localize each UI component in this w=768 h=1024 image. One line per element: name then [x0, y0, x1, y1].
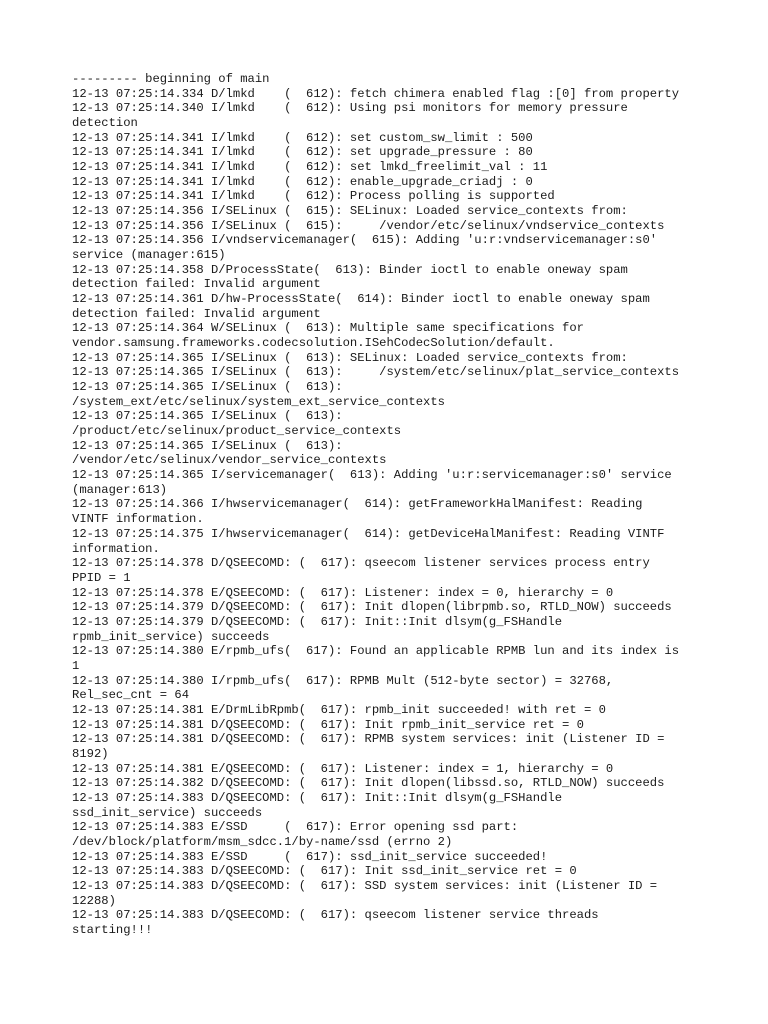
log-line: 12-13 07:25:14.383 D/QSEECOMD: ( 617): Init ssd_init_service ret = 0: [72, 864, 577, 879]
log-line: 12-13 07:25:14.378 E/QSEECOMD: ( 617): Listener: index = 0, hierarchy = 0: [72, 585, 614, 600]
log-line: vendor.samsung.frameworks.codecsolution.ISehCodecSolution/default.: [72, 336, 555, 351]
log-line: 12-13 07:25:14.381 E/DrmLibRpmb( 617): rpmb_init succeeded! with ret = 0: [72, 702, 606, 717]
log-line: 12-13 07:25:14.356 I/vndservicemanager( 615): Adding 'u:r:vndservicemanager:s0': [72, 233, 658, 248]
log-line: 12-13 07:25:14.381 E/QSEECOMD: ( 617): Listener: index = 1, hierarchy = 0: [72, 761, 614, 776]
log-line: 12-13 07:25:14.365 I/SELinux ( 613):: [72, 438, 343, 453]
log-line: 12-13 07:25:14.358 D/ProcessState( 613): Binder ioctl to enable oneway spam: [72, 262, 628, 277]
log-line: detection failed: Invalid argument: [72, 306, 321, 321]
log-line: 12-13 07:25:14.365 I/SELinux ( 613): /system/etc/selinux/plat_service_contexts: [72, 365, 680, 380]
log-line: 12-13 07:25:14.380 I/rpmb_ufs( 617): RPMB Mult (512-byte sector) = 32768,: [72, 673, 614, 688]
log-line: 12-13 07:25:14.366 I/hwservicemanager( 614): getFrameworkHalManifest: Reading: [72, 497, 643, 512]
log-line: 12288): [72, 893, 116, 908]
log-line: rpmb_init_service) succeeds: [72, 629, 270, 644]
log-line: 12-13 07:25:14.341 I/lmkd ( 612): set upgrade_pressure : 80: [72, 145, 533, 160]
log-line: 12-13 07:25:14.361 D/hw-ProcessState( 614): Binder ioctl to enable oneway spam: [72, 292, 650, 307]
log-line: detection failed: Invalid argument: [72, 277, 321, 292]
log-line: --------- beginning of main: [72, 72, 270, 86]
log-line: /system_ext/etc/selinux/system_ext_service_contexts: [72, 394, 445, 409]
log-line: 12-13 07:25:14.381 D/QSEECOMD: ( 617): Init rpmb_init_service ret = 0: [72, 717, 584, 732]
log-line: information.: [72, 541, 160, 556]
log-line: PPID = 1: [72, 570, 131, 585]
log-line: 12-13 07:25:14.365 I/SELinux ( 613):: [72, 409, 343, 424]
log-line: 12-13 07:25:14.379 D/QSEECOMD: ( 617): Init::Init dlsym(g_FSHandle: [72, 614, 563, 629]
log-line: 12-13 07:25:14.334 D/lmkd ( 612): fetch chimera enabled flag :[0] from property: [72, 86, 680, 101]
log-line: 12-13 07:25:14.383 D/QSEECOMD: ( 617): qseecom listener service threads: [72, 908, 599, 923]
log-line: /dev/block/platform/msm_sdcc.1/by-name/ssd (errno 2): [72, 834, 453, 849]
log-line: 12-13 07:25:14.383 E/SSD ( 617): Error opening ssd part:: [72, 820, 519, 835]
log-line: /product/etc/selinux/product_service_contexts: [72, 424, 402, 439]
log-line: 12-13 07:25:14.381 D/QSEECOMD: ( 617): RPMB system services: init (Listener ID =: [72, 732, 665, 747]
log-line: service (manager:615): [72, 248, 226, 263]
log-line: 12-13 07:25:14.365 I/SELinux ( 613): SELinux: Loaded service_contexts from:: [72, 350, 628, 365]
log-line: 12-13 07:25:14.341 I/lmkd ( 612): Process polling is supported: [72, 189, 555, 204]
log-line: 12-13 07:25:14.380 E/rpmb_ufs( 617): Found an applicable RPMB lun and its index is: [72, 644, 680, 659]
log-line: 12-13 07:25:14.341 I/lmkd ( 612): enable_upgrade_criadj : 0: [72, 174, 533, 189]
log-line: ssd_init_service) succeeds: [72, 805, 263, 820]
log-line: 12-13 07:25:14.356 I/SELinux ( 615): /vendor/etc/selinux/vndservice_contexts: [72, 218, 665, 233]
log-line: VINTF information.: [72, 512, 204, 527]
log-line: 12-13 07:25:14.378 D/QSEECOMD: ( 617): qseecom listener services process entry: [72, 556, 650, 571]
log-line: 12-13 07:25:14.340 I/lmkd ( 612): Using psi monitors for memory pressure: [72, 101, 628, 116]
log-line: Rel_sec_cnt = 64: [72, 688, 190, 703]
log-line: 12-13 07:25:14.375 I/hwservicemanager( 614): getDeviceHalManifest: Reading VINTF: [72, 526, 665, 541]
log-line: 12-13 07:25:14.356 I/SELinux ( 615): SELinux: Loaded service_contexts from:: [72, 204, 628, 219]
log-line: detection: [72, 116, 138, 131]
log-line: 12-13 07:25:14.383 E/SSD ( 617): ssd_init_service succeeded!: [72, 849, 548, 864]
log-line: (manager:613): [72, 482, 168, 497]
log-line: starting!!!: [72, 922, 153, 937]
log-line: 12-13 07:25:14.382 D/QSEECOMD: ( 617): Init dlopen(libssd.so, RTLD_NOW) succeeds: [72, 776, 665, 791]
log-line: 12-13 07:25:14.383 D/QSEECOMD: ( 617): Init::Init dlsym(g_FSHandle: [72, 790, 563, 805]
log-document: [72, 72, 712, 938]
log-line: 12-13 07:25:14.364 W/SELinux ( 613): Multiple same specifications for: [72, 321, 584, 336]
log-line: /vendor/etc/selinux/vendor_service_contexts: [72, 453, 387, 468]
log-line: 8192): [72, 746, 109, 761]
log-line: 12-13 07:25:14.383 D/QSEECOMD: ( 617): SSD system services: init (Listener ID =: [72, 878, 658, 893]
log-line: 12-13 07:25:14.379 D/QSEECOMD: ( 617): Init dlopen(librpmb.so, RTLD_NOW) succeeds: [72, 600, 672, 615]
log-line: 1: [72, 658, 80, 673]
log-line: 12-13 07:25:14.341 I/lmkd ( 612): set custom_sw_limit : 500: [72, 130, 533, 145]
log-line: 12-13 07:25:14.365 I/SELinux ( 613):: [72, 380, 343, 395]
log-line: 12-13 07:25:14.341 I/lmkd ( 612): set lmkd_freelimit_val : 11: [72, 160, 548, 175]
log-line: 12-13 07:25:14.365 I/servicemanager( 613): Adding 'u:r:servicemanager:s0' service: [72, 468, 672, 483]
